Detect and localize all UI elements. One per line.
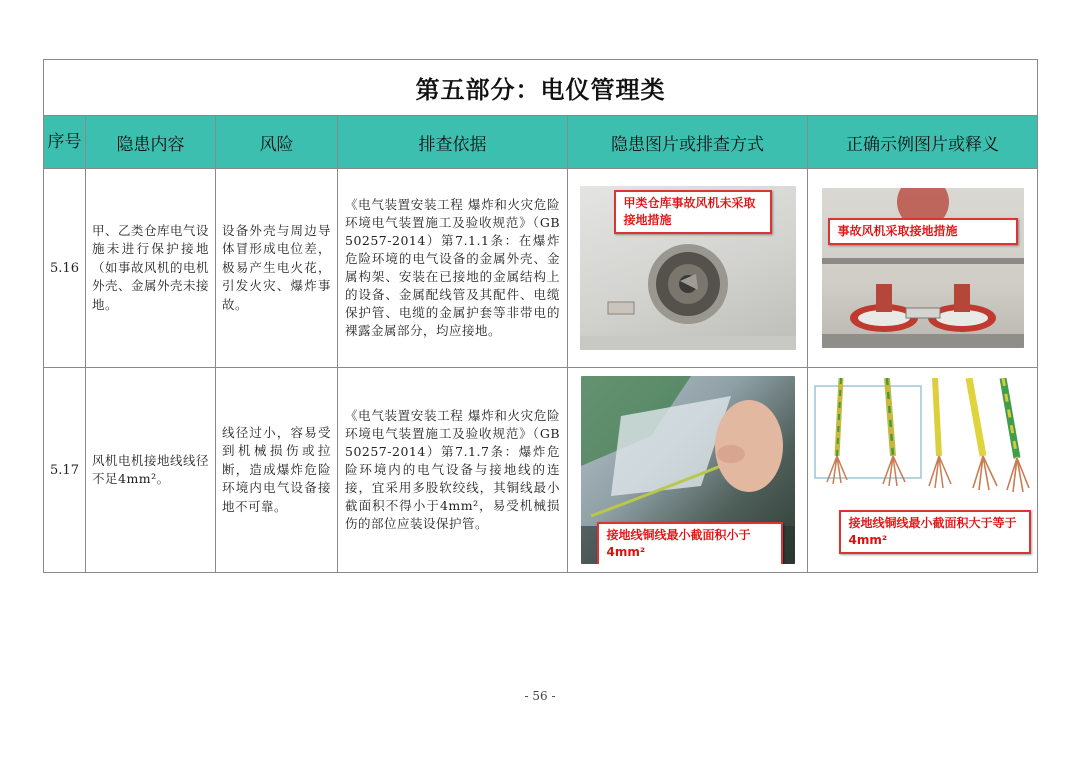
hazard-table [43,59,1038,573]
row-number: 5.16 [44,169,86,368]
row-number: 5.17 [44,368,86,573]
correct-callout: 接地线铜线最小截面积大于等于4mm² [839,510,1031,554]
hazard-callout: 接地线铜线最小截面积小于4mm² [597,522,783,564]
correct-photo-wire-samples [813,378,1033,562]
table-header-row [44,116,1038,169]
header-hazard-image: 隐患图片或排查方式 [568,116,808,169]
header-correct-image: 正确示例图片或释义 [808,116,1038,169]
header-risk: 风险 [216,116,338,169]
correct-photo-grounded-fan [822,188,1024,348]
correct-image-cell [808,368,1038,573]
hazard-photo-fan-motor [580,186,796,350]
table-row [44,368,1038,573]
hazard-content: 风机电机接地线线径不足4mm²。 [86,368,216,573]
basis-text: 《电气装置安装工程 爆炸和火灾危险环境电气装置施工及验收规范》（GB 50257-2014）第7.1.7条：爆炸危险环境内的电气设备与接地线的连接，宜采用多股软绞线，其铜线最小截面积不得小于4mm²，易受机械损伤的部位应装设保护管。 [338,368,568,573]
hazard-image-cell [568,169,808,368]
table-title: 第五部分：电仪管理类 [44,60,1038,116]
hazard-content: 甲、乙类仓库电气设施未进行保护接地（如事故风机的电机外壳、金属外壳未接地。 [86,169,216,368]
risk-text: 线径过小，容易受到机械损伤或拉断，造成爆炸危险环境内电气设备接地不可靠。 [216,368,338,573]
hazard-photo-thin-wire [581,376,795,564]
header-content: 隐患内容 [86,116,216,169]
header-seq: 序号 [44,116,86,169]
hazard-callout: 甲类仓库事故风机未采取接地措施 [614,190,772,234]
page-number: - 56 - [524,689,556,703]
correct-image-cell [808,169,1038,368]
header-basis: 排查依据 [338,116,568,169]
basis-text: 《电气装置安装工程 爆炸和火灾危险环境电气装置施工及验收规范》（GB 50257-2014）第7.1.1条：在爆炸危险环境的电气设备的金属外壳、金属构架、安装在已接地的金属结构上的设备、金属配线管及其配件、电缆保护管、电缆的金属护套等非带电的裸露金属部分，均应接地。 [338,169,568,368]
correct-callout: 事故风机采取接地措施 [828,218,1018,245]
risk-text: 设备外壳与周边导体冒形成电位差，极易产生电火花，引发火灾、爆炸事故。 [216,169,338,368]
hazard-image-cell [568,368,808,573]
table-row [44,169,1038,368]
